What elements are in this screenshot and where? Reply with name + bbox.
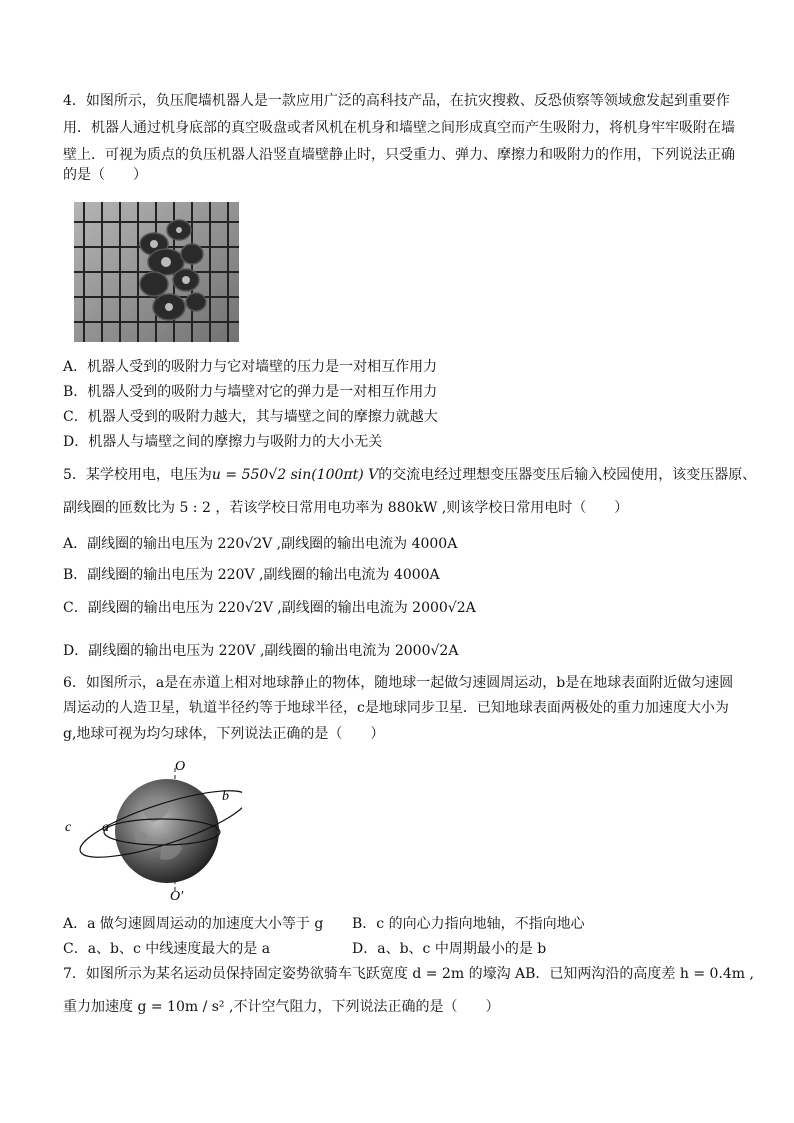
label-o: O (175, 759, 186, 774)
robot-photo (74, 202, 239, 342)
q5-option-c: C．副线圈的输出电压为 220√2V ,副线圈的输出电流为 2000√2A (63, 600, 476, 616)
q4-option-b: B．机器人受到的吸附力与墙壁对它的弹力是一对相互作用力 (63, 384, 438, 400)
q5-voltage-formula: u = 550√2 sin(100πt) V (211, 467, 379, 483)
q7-line-2: 重力加速度 g = 10m / s² ,不计空气阻力，下列说法正确的是（ ） (63, 999, 500, 1015)
q6-option-d: D．a、b、c 中周期最小的是 b (352, 941, 547, 957)
q4-line-3: 壁上．可视为质点的负压机器人沿竖直墙壁静止时，只受重力、弹力、摩擦力和吸附力的作用，下列说法正确 (63, 147, 735, 163)
q5-option-b: B．副线圈的输出电压为 220V ,副线圈的输出电流为 4000A (63, 567, 440, 583)
q6-line-3: g,地球可视为均匀球体，下列说法正确的是（ ） (63, 726, 385, 742)
label-b: b (222, 789, 229, 804)
label-c: c (65, 820, 72, 835)
q5-option-a: A．副线圈的输出电压为 220√2V ,副线圈的输出电流为 4000A (63, 536, 458, 552)
q5-option-d: D．副线圈的输出电压为 220V ,副线圈的输出电流为 2000√2A (63, 643, 459, 659)
q5-line-1: 5．某学校用电，电压为u = 550√2 sin(100πt) V的交流电经过理想变压器变压后输入校园使用，该变压器原、 (63, 467, 757, 483)
q6-option-b: B．c 的向心力指向地轴，不指向地心 (352, 916, 585, 932)
q6-option-c: C．a、b、c 中线速度最大的是 a (63, 941, 271, 957)
q7-line-1: 7．如图所示为某名运动员保持固定姿势欲骑车飞跃宽度 d = 2m 的壕沟 AB．已知两沟沿的高度差 h = 0.4m , (63, 966, 754, 982)
q6-line-1: 6．如图所示，a是在赤道上相对地球静止的物体，随地球一起做匀速圆周运动，b是在地球表面附近做匀速圆 (63, 675, 734, 691)
q4-option-a: A．机器人受到的吸附力与它对墙壁的压力是一对相互作用力 (63, 359, 438, 375)
q5-line-2: 副线圈的匝数比为 5 : 2 ，若该学校日常用电功率为 880kW ,则该学校日常用电时（ ） (63, 500, 629, 516)
q4-option-d: D．机器人与墙壁之间的摩擦力与吸附力的大小无关 (63, 434, 383, 450)
q4-line-4: 的是（ ） (63, 167, 147, 183)
q6-option-a: A．a 做匀速圆周运动的加速度大小等于 g (63, 916, 324, 932)
label-a: a (102, 820, 109, 835)
q4-option-c: C．机器人受到的吸附力越大，其与墙壁之间的摩擦力就越大 (63, 409, 438, 425)
q4-line-1: 4．如图所示，负压爬墙机器人是一款应用广泛的高科技产品，在抗灾搜救、反恐侦察等领域愈发起到重要作 (63, 93, 730, 109)
label-o-prime: O′ (170, 889, 184, 904)
q4-line-2: 用．机器人通过机身底部的真空吸盘或者风机在机身和墙壁之间形成真空而产生吸附力，将机身牢牢吸附在墙 (63, 120, 735, 136)
q6-line-2: 周运动的人造卫星，轨道半径约等于地球半径，c是地球同步卫星．已知地球表面两极处的重力加速度大小为 (63, 700, 729, 716)
earth-orbit-diagram (62, 754, 242, 904)
